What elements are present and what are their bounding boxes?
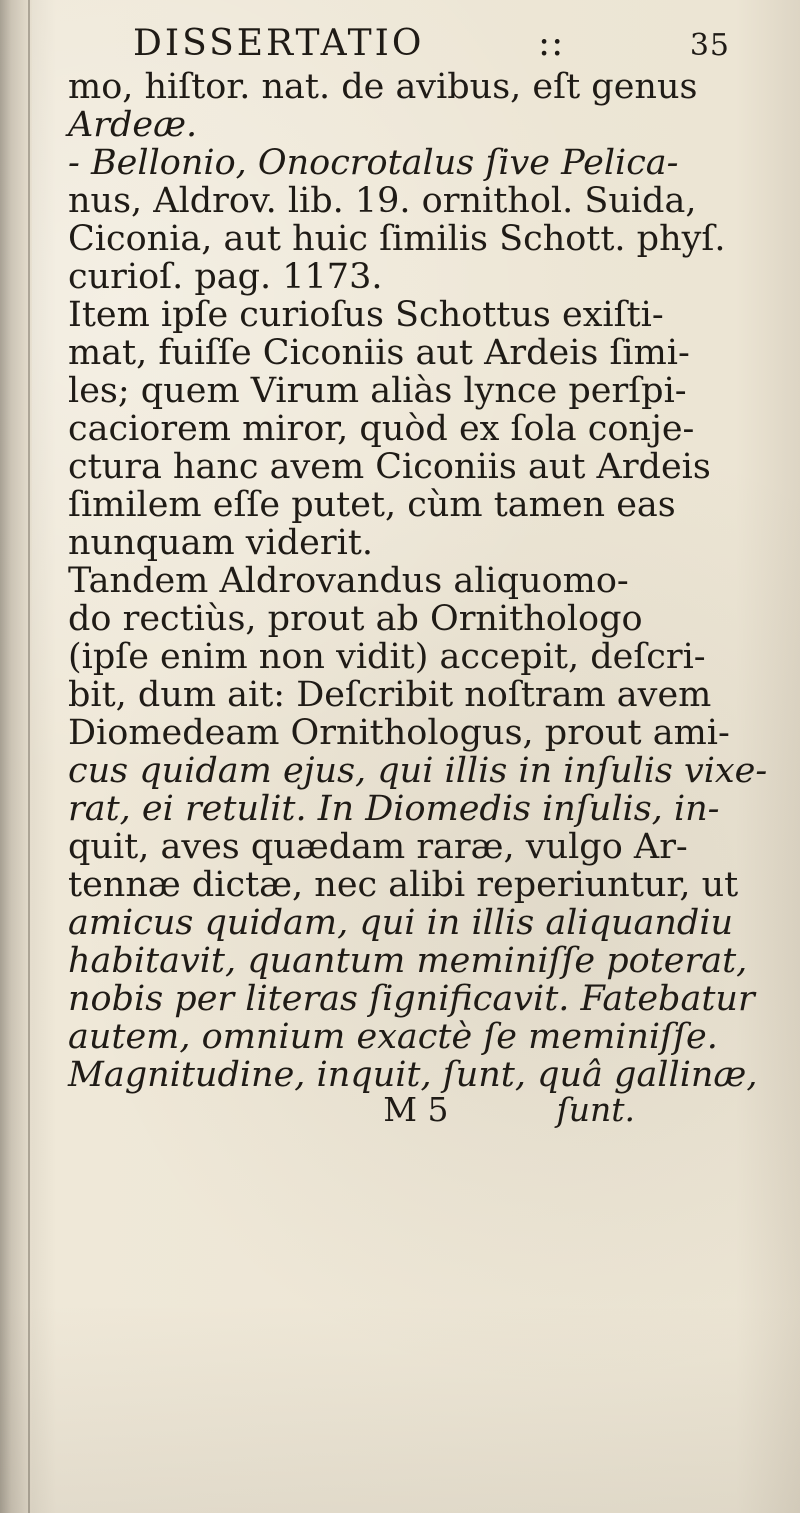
- signature-mark: M 5: [383, 1090, 449, 1129]
- text-line-7: Item ipſe curioſus Schottus exiſti-: [68, 295, 664, 335]
- text-line-8: mat, fuiſſe Ciconiis aut Ardeis ſimi-: [68, 333, 690, 373]
- text-line-26: autem, omnium exactè ſe meminiſſe.: [68, 1017, 718, 1057]
- text-line-9: les; quem Virum aliàs lynce perſpi-: [68, 371, 687, 411]
- bottom-shadow: [0, 1303, 800, 1513]
- text-line-25: nobis per literas ſignificavit. Fatebatur: [68, 979, 755, 1019]
- text-line-20: rat, ei retulit. In Diomedis inſulis, in-: [68, 789, 720, 829]
- text-line-22: tennæ dictæ, nec alibi reperiuntur, ut: [68, 865, 739, 905]
- page-content: [68, 22, 768, 1129]
- text-line-24: habitavit, quantum meminiſſe poterat,: [68, 941, 748, 981]
- text-line-19: cus quidam ejus, qui illis in inſulis vixe-: [68, 751, 768, 791]
- text-line-27: Magnitudine, inquit, ſunt, quâ gallinæ,: [68, 1055, 758, 1095]
- catchword: ſunt.: [556, 1090, 635, 1129]
- page-footer: [68, 1092, 730, 1128]
- text-line-15: do rectiùs, prout ab Ornithologo: [68, 599, 643, 639]
- text-line-2: Ardeæ.: [68, 105, 198, 145]
- running-header: [133, 22, 730, 68]
- text-line-4: nus, Aldrov. lib. 19. ornithol. Suida,: [68, 181, 697, 221]
- text-line-18: Diomedeam Ornithologus, prout ami-: [68, 713, 730, 753]
- text-line-21: quit, aves quædam raræ, vulgo Ar-: [68, 827, 688, 867]
- text-line-10: caciorem miror, quòd ex ſola conje-: [68, 409, 695, 449]
- header-dots: ::: [537, 23, 565, 64]
- text-line-6: curioſ. pag. 1173.: [68, 257, 383, 297]
- text-line-14: Tandem Aldrovandus aliquomo-: [68, 561, 629, 601]
- text-line-3: - Bellonio, Onocrotalus ſive Pelica-: [68, 143, 679, 183]
- header-title: DISSERTATIO: [133, 23, 425, 64]
- text-line-1: mo, hiſtor. nat. de avibus, eſt genus: [68, 67, 698, 107]
- text-line-13: nunquam viderit.: [68, 523, 373, 563]
- text-line-16: (ipſe enim non vidit) accepit, deſcri-: [68, 637, 706, 677]
- text-line-5: Ciconia, aut huic ſimilis Schott. phyſ.: [68, 219, 726, 259]
- binding-edge: [28, 0, 30, 1513]
- text-line-17: bit, dum ait: Deſcribit noſtram avem: [68, 675, 712, 715]
- page-number: 35: [689, 28, 730, 63]
- text-line-23: amicus quidam, qui in illis aliquandiu: [68, 903, 734, 943]
- text-line-12: ſimilem eſſe putet, cùm tamen eas: [68, 485, 676, 525]
- text-line-11: ctura hanc avem Ciconiis aut Ardeis: [68, 447, 711, 487]
